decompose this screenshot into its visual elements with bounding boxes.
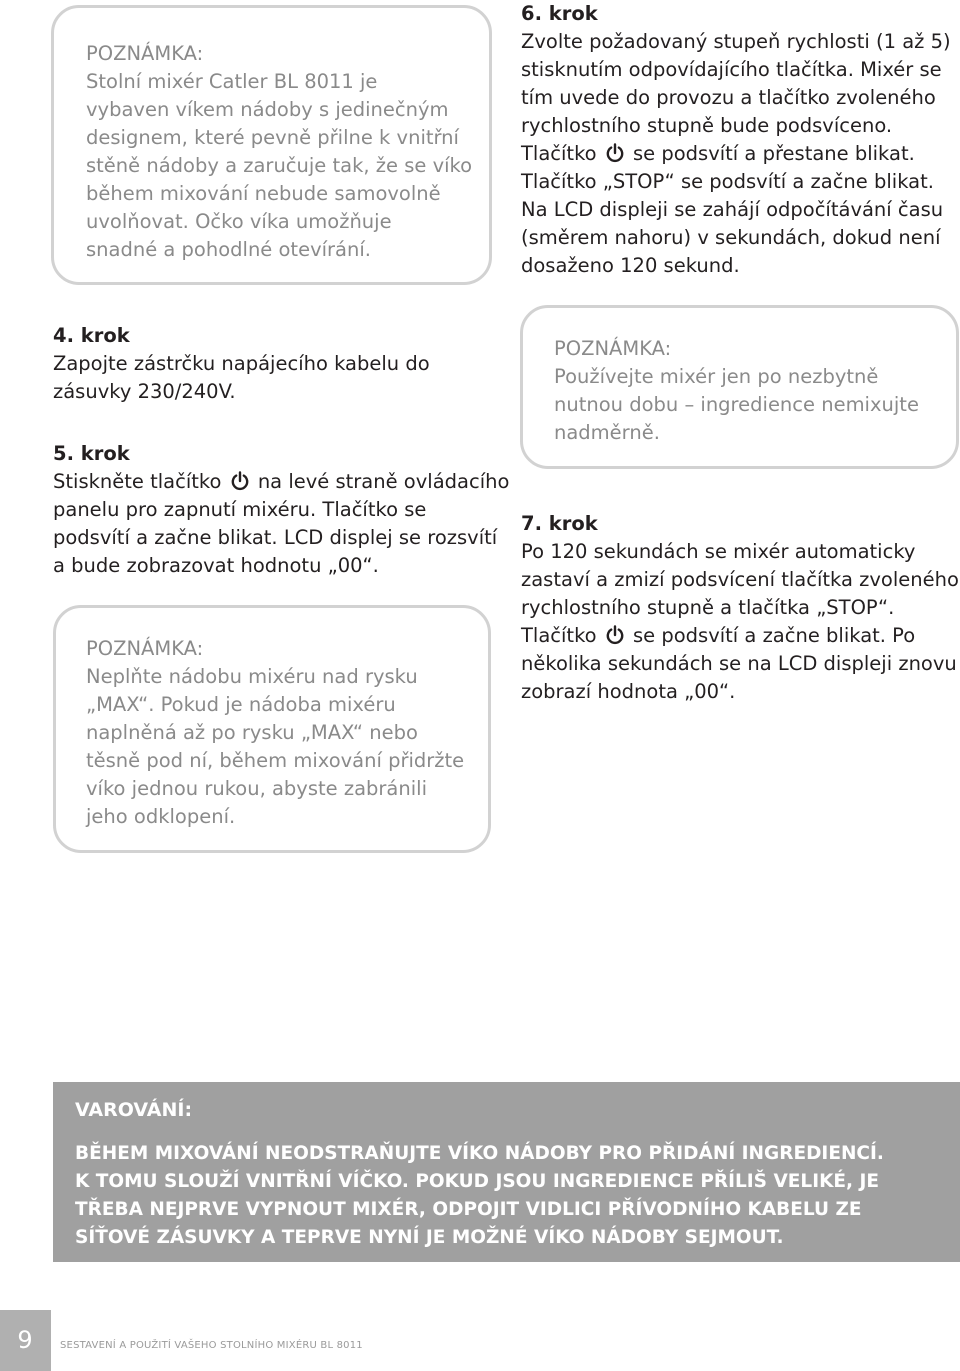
step-line: rychlostního stupně a tlačítka „STOP“. [521, 596, 895, 619]
note-line: uvolňovat. Očko víka umožňuje [86, 210, 392, 233]
note-line: naplněná až po rysku „MAX“ nebo [86, 721, 418, 744]
note-line: víko jednou rukou, abyste zabránili [86, 777, 427, 800]
step-text: Stiskněte tlačítko [53, 470, 222, 493]
step-text: se podsvítí a přestane blikat. [633, 142, 915, 165]
note-line: „MAX“. Pokud je nádoba mixéru [86, 693, 396, 716]
note-line: Stolní mixér Catler BL 8011 je [86, 70, 378, 93]
step-line: Zvolte požadovaný stupeň rychlosti (1 až 5) [521, 30, 951, 53]
note-line: nadměrně. [554, 421, 660, 444]
running-title: SESTAVENÍ A POUŽITÍ VAŠEHO STOLNÍHO MIXÉRU BL 8011 [60, 1340, 363, 1351]
note-line: během mixování nebude samovolně [86, 182, 441, 205]
step-heading: 5. krok [53, 442, 130, 465]
warning-box [53, 1082, 960, 1262]
note-max-line [53, 605, 491, 853]
warning-line: BĚHEM MIXOVÁNÍ NEODSTRAŇUJTE VÍKO NÁDOBY PRO PŘIDÁNÍ INGREDIENCÍ. [75, 1143, 884, 1164]
note-line: snadné a pohodlné otevírání. [86, 238, 371, 261]
warning-body [75, 1140, 938, 1252]
note-lid-design [51, 5, 492, 285]
note-line: stěně nádoby a zaručuje tak, že se víko [86, 154, 473, 177]
step-line: Po 120 sekundách se mixér automaticky [521, 540, 916, 563]
step-text: na levé straně ovládacího [257, 470, 510, 493]
step-7 [521, 510, 960, 706]
step-line: dosaženo 120 sekund. [521, 254, 740, 277]
step-line-with-icon [521, 140, 960, 168]
step-heading: 7. krok [521, 512, 598, 535]
power-icon [230, 471, 250, 491]
note-line: Neplňte nádobu mixéru nad rysku [86, 665, 418, 688]
step-line: několika sekundách se na LCD displeji znovu [521, 652, 957, 675]
note-usage-time [520, 305, 959, 469]
step-6 [521, 0, 960, 280]
note-line: vybaven víkem nádoby s jedinečným [86, 98, 449, 121]
step-text: Tlačítko [521, 142, 597, 165]
step-line: Zapojte zástrčku napájecího kabelu do [53, 352, 430, 375]
step-line: zastaví a zmizí podsvícení tlačítka zvoleného [521, 568, 959, 591]
step-line: (směrem nahoru) v sekundách, dokud není [521, 226, 941, 249]
step-line: zobrazí hodnota „00“. [521, 680, 736, 703]
step-text: se podsvítí a začne blikat. Po [633, 624, 916, 647]
step-4 [53, 322, 503, 406]
power-icon [605, 143, 625, 163]
step-line: zásuvky 230/240V. [53, 380, 236, 403]
warning-title: VAROVÁNÍ: [75, 1099, 193, 1121]
page-number: 9 [0, 1310, 50, 1371]
step-line-with-icon [521, 622, 960, 650]
note-line: jeho odklopení. [86, 805, 236, 828]
step-line: podsvítí a začne blikat. LCD displej se rozsvítí [53, 526, 498, 549]
footer-divider [50, 1310, 51, 1371]
step-5 [53, 440, 513, 580]
power-icon [605, 625, 625, 645]
note-line: nutnou dobu – ingredience nemixujte [554, 393, 919, 416]
step-line: panelu pro zapnutí mixéru. Tlačítko se [53, 498, 427, 521]
note-line: Používejte mixér jen po nezbytně [554, 365, 879, 388]
step-line: Na LCD displeji se zahájí odpočítávání času [521, 198, 944, 221]
note-line: těsně pod ní, během mixování přidržte [86, 749, 465, 772]
note-title: POZNÁMKA: [554, 337, 672, 360]
step-heading: 4. krok [53, 324, 130, 347]
note-line: designem, které pevně přilne k vnitřní [86, 126, 459, 149]
step-text: Tlačítko [521, 624, 597, 647]
step-line-with-icon [53, 468, 513, 496]
note-title: POZNÁMKA: [86, 637, 204, 660]
step-heading: 6. krok [521, 2, 598, 25]
step-line: Tlačítko „STOP“ se podsvítí a začne blikat. [521, 170, 934, 193]
warning-line: SÍŤOVÉ ZÁSUVKY A TEPRVE NYNÍ JE MOŽNÉ VÍKO NÁDOBY SEJMOUT. [75, 1227, 784, 1248]
warning-line: TŘEBA NEJPRVE VYPNOUT MIXÉR, ODPOJIT VIDLICI PŘÍVODNÍHO KABELU ZE [75, 1199, 862, 1220]
step-line: tím uvede do provozu a tlačítko zvoleného [521, 86, 936, 109]
step-line: a bude zobrazovat hodnotu „00“. [53, 554, 379, 577]
warning-line: K TOMU SLOUŽÍ VNITŘNÍ VÍČKO. POKUD JSOU INGREDIENCE PŘÍLIŠ VELIKÉ, JE [75, 1171, 880, 1192]
step-line: rychlostního stupně bude podsvíceno. [521, 114, 893, 137]
note-title: POZNÁMKA: [86, 42, 204, 65]
step-line: stisknutím odpovídajícího tlačítka. Mixér se [521, 58, 942, 81]
